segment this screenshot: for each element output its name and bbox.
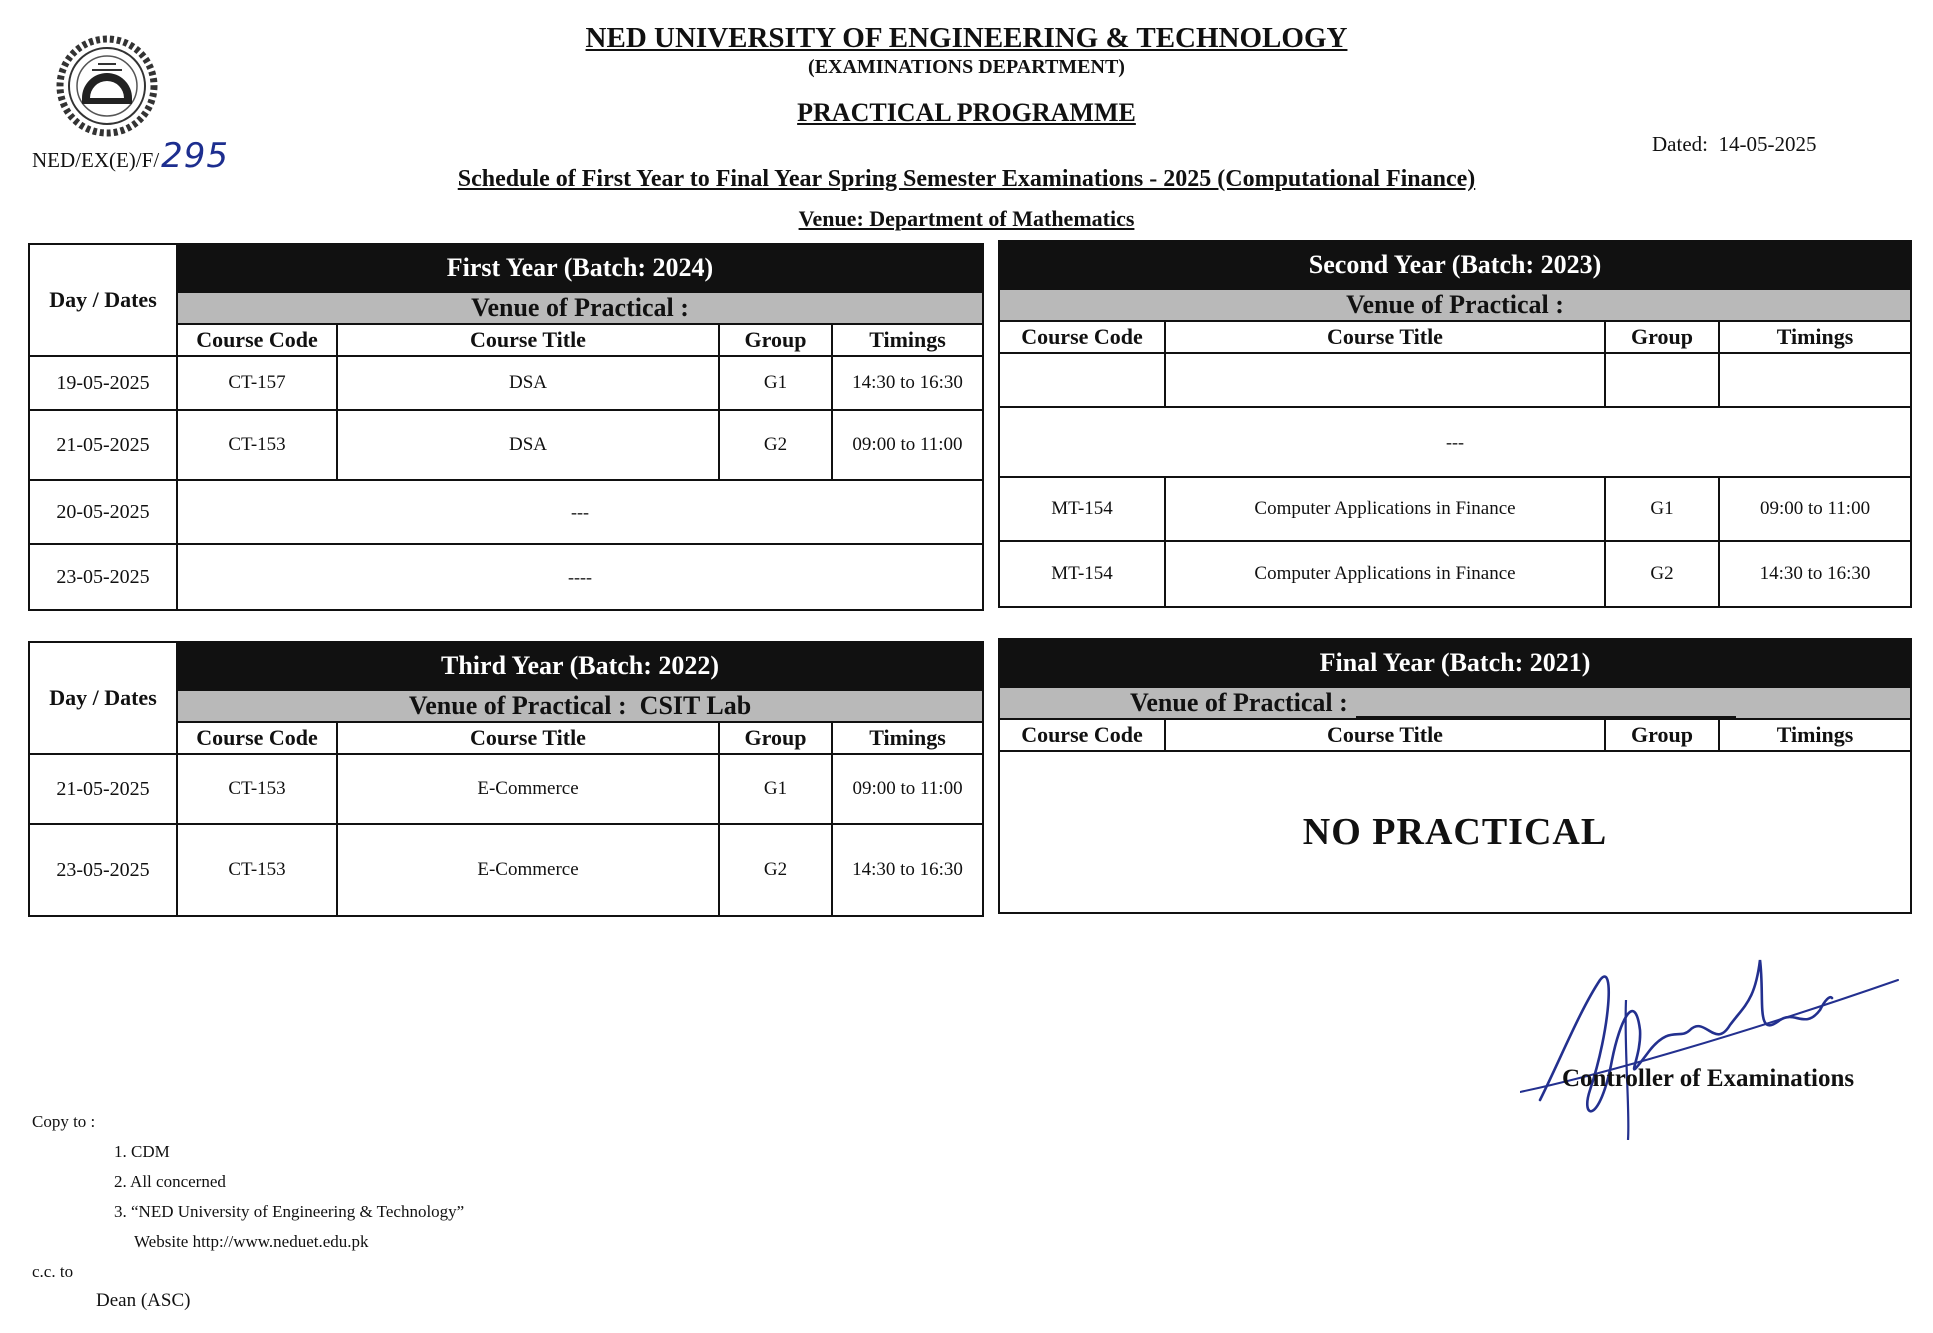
date-cell: 21-05-2025 (29, 754, 177, 824)
date-cell: 20-05-2025 (29, 480, 177, 544)
timings-cell: 14:30 to 16:30 (832, 824, 983, 916)
timings-header: Timings (832, 324, 983, 356)
course-code-header: Course Code (999, 719, 1165, 751)
table-row (29, 754, 983, 824)
timings-header: Timings (1719, 321, 1911, 353)
copy-to-item: 2. All concerned (114, 1172, 226, 1191)
group-header: Group (719, 722, 832, 754)
day-dates-header: Day / Dates (29, 642, 177, 754)
table-row (999, 353, 1911, 407)
timings-cell: 09:00 to 11:00 (1719, 477, 1911, 541)
table-row (29, 356, 983, 410)
empty-cell (1605, 353, 1719, 407)
third-year-title: Third Year (Batch: 2022) (177, 642, 983, 690)
group-cell: G2 (719, 410, 832, 480)
department-name: (EXAMINATIONS DEPARTMENT) (808, 56, 1125, 78)
venue-blank-line (1356, 696, 1736, 718)
date-cell: 19-05-2025 (29, 356, 177, 410)
course-code-cell: CT-157 (177, 356, 337, 410)
timings-cell: 09:00 to 11:00 (832, 410, 983, 480)
empty-cell (999, 353, 1165, 407)
table-row (29, 824, 983, 916)
no-practical-text: NO PRACTICAL (999, 751, 1911, 913)
university-name: NED UNIVERSITY OF ENGINEERING & TECHNOLOGY (585, 22, 1348, 54)
venue-line: Venue: Department of Mathematics (798, 206, 1135, 231)
course-code-cell: CT-153 (177, 754, 337, 824)
day-dates-header: Day / Dates (29, 244, 177, 356)
empty-cell (1719, 353, 1911, 407)
dated-value: 14-05-2025 (1718, 132, 1817, 156)
copy-to-item: 3. “NED University of Engineering & Technology” (114, 1202, 465, 1221)
group-cell: G1 (1605, 477, 1719, 541)
cc-label: c.c. to (32, 1262, 74, 1281)
third-year-venue-header: Venue of Practical : CSIT Lab (177, 690, 983, 722)
no-practical-dash: --- (177, 480, 983, 544)
second-year-table (998, 240, 1912, 608)
course-title-header: Course Title (337, 722, 719, 754)
course-title-cell: DSA (337, 410, 719, 480)
cc-recipient: Dean (ASC) (96, 1290, 191, 1311)
handwritten-signature (1520, 940, 1900, 1140)
course-title-cell: DSA (337, 356, 719, 410)
course-title-header: Course Title (1165, 321, 1605, 353)
dated-label: Dated: (1652, 132, 1708, 156)
empty-cell (1165, 353, 1605, 407)
group-cell: G2 (1605, 541, 1719, 607)
timings-header: Timings (832, 722, 983, 754)
first-year-table (28, 243, 984, 611)
course-code-cell: CT-153 (177, 410, 337, 480)
second-year-venue-header: Venue of Practical : (999, 289, 1911, 321)
timings-cell: 14:30 to 16:30 (832, 356, 983, 410)
date-cell: 23-05-2025 (29, 824, 177, 916)
website-line: Website http://www.neduet.edu.pk (134, 1232, 369, 1251)
course-code-cell: MT-154 (999, 541, 1165, 607)
first-year-title: First Year (Batch: 2024) (177, 244, 983, 292)
table-row (29, 410, 983, 480)
timings-cell: 09:00 to 11:00 (832, 754, 983, 824)
group-header: Group (1605, 719, 1719, 751)
course-code-cell: CT-153 (177, 824, 337, 916)
table-row (999, 541, 1911, 607)
group-cell: G2 (719, 824, 832, 916)
date-cell: 23-05-2025 (29, 544, 177, 610)
course-code-header: Course Code (999, 321, 1165, 353)
no-practical-dash: --- (999, 407, 1911, 477)
third-year-table (28, 641, 984, 917)
reference-prefix: NED/EX(E)/F/ (32, 148, 160, 172)
final-year-venue-header: Venue of Practical : (999, 687, 1911, 719)
date-cell: 21-05-2025 (29, 410, 177, 480)
table-row (999, 477, 1911, 541)
first-year-venue-header: Venue of Practical : (177, 292, 983, 324)
course-title-header: Course Title (337, 324, 719, 356)
course-title-header: Course Title (1165, 719, 1605, 751)
course-code-header: Course Code (177, 722, 337, 754)
final-year-title: Final Year (Batch: 2021) (999, 639, 1911, 687)
course-title-cell: Computer Applications in Finance (1165, 541, 1605, 607)
table-row (999, 407, 1911, 477)
course-code-cell: MT-154 (999, 477, 1165, 541)
group-cell: G1 (719, 754, 832, 824)
group-header: Group (1605, 321, 1719, 353)
table-row (29, 480, 983, 544)
course-title-cell: E-Commerce (337, 824, 719, 916)
course-title-cell: Computer Applications in Finance (1165, 477, 1605, 541)
dated-line (1652, 132, 1816, 157)
third-year-venue-value: CSIT Lab (639, 691, 752, 720)
no-practical-dash: ---- (177, 544, 983, 610)
group-cell: G1 (719, 356, 832, 410)
copy-to-item: 1. CDM (114, 1142, 170, 1161)
final-year-table (998, 638, 1912, 914)
copy-to-label: Copy to : (32, 1112, 96, 1131)
timings-cell: 14:30 to 16:30 (1719, 541, 1911, 607)
reference-handwritten-number: 295 (161, 136, 230, 176)
group-header: Group (719, 324, 832, 356)
schedule-title: Schedule of First Year to Final Year Spring Semester Examinations - 2025 (Computational Finance) (457, 166, 1476, 192)
second-year-title: Second Year (Batch: 2023) (999, 241, 1911, 289)
timings-header: Timings (1719, 719, 1911, 751)
course-code-header: Course Code (177, 324, 337, 356)
programme-title: PRACTICAL PROGRAMME (797, 98, 1136, 127)
table-row (29, 544, 983, 610)
course-title-cell: E-Commerce (337, 754, 719, 824)
controller-designation: Controller of Examinations (1562, 1065, 1855, 1092)
